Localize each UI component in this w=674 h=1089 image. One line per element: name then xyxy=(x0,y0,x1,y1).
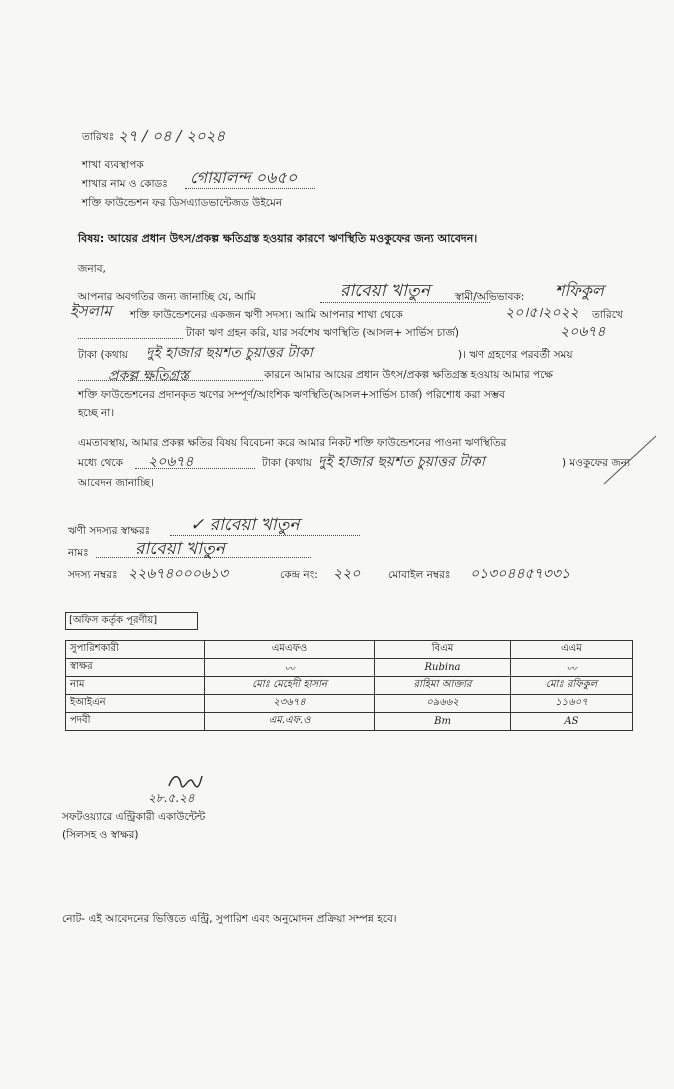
pen-stroke xyxy=(600,430,660,490)
date-label: তারিখঃ xyxy=(82,131,115,143)
guardian-name: শফিকুল xyxy=(555,281,604,300)
am-designation: AS xyxy=(510,713,632,731)
cause-value: প্রকল্প ক্ষতিগ্রস্ত xyxy=(108,368,190,384)
accountant-signature-mark xyxy=(165,770,205,792)
member-name-label: নামঃ xyxy=(68,547,89,559)
row-label: ইআইএন xyxy=(66,695,205,713)
header-recommender: সুপারিশকারী xyxy=(66,641,205,659)
bm-signature: Rubina xyxy=(375,659,511,677)
table-row xyxy=(66,713,633,731)
date-line xyxy=(82,130,114,144)
table-row xyxy=(66,659,633,677)
bm-ein: ০৯৬৬২ xyxy=(375,695,511,713)
p2-text-e: আবেদন জানাচ্ছি। xyxy=(78,477,154,489)
salutation: জনাব, xyxy=(78,263,106,275)
p1-text-e: টাকা ঋণ গ্রহন করি, যার সর্বশেষ ঋণস্থিতি (আসল+ সার্ভিস চার্জ) xyxy=(186,327,459,339)
p2-text-c: টাকা (কথায় xyxy=(262,457,312,469)
manager-label: শাখা ব্যবস্থাপক xyxy=(82,159,144,171)
member-no-label: সদস্য নম্বরঃ xyxy=(68,569,118,581)
p1-text-f: টাকা (কথায় xyxy=(78,349,128,361)
loan-amount-dotted-line xyxy=(78,338,183,339)
p1-text-b: স্বামী/অভিভাবক: xyxy=(455,291,525,303)
row-label: নাম xyxy=(66,677,205,695)
am-ein: ১১৬০৭ xyxy=(510,695,632,713)
bm-name: রাহিমা আক্তার xyxy=(375,677,511,695)
guardian-name-2: ইসলাম xyxy=(70,302,112,320)
member-no-value: ২২৬৭৪০০০৬১৩ xyxy=(128,566,229,582)
table-row xyxy=(66,677,633,695)
footer-note: নোট- এই আবেদনের ভিত্তিতে এন্ট্রি, সুপারিশ এবং অনুমোদন প্রক্রিয়া সম্পন্ন হবে। xyxy=(62,913,397,925)
accountant-sign-date: ২৮.৫.২৪ xyxy=(148,791,195,805)
loan-balance: ২০৬৭৪ xyxy=(560,324,606,340)
member-signature: ✓ রাবেয়া খাতুন xyxy=(190,515,300,535)
p2-text-a: এমতাবস্থায়, আমার প্রকল্প ক্ষতির বিষয় বিবেচনা করে আমার নিকট শক্তি ফাউন্ডেশনের পাওনা ঋণস্থিতির xyxy=(78,437,507,449)
accountant-title: সফটওয়্যারে এন্ট্রিকারী একাউন্টেন্ট xyxy=(62,811,206,823)
waive-amount: ২০৬৭৪ xyxy=(148,454,194,470)
p1-text-g: )। ঋণ গ্রহণের পরবর্তী সময় xyxy=(458,349,573,361)
p2-text-d: ) মওকুফের জন্য xyxy=(562,457,631,469)
p1-text-d: তারিখে xyxy=(592,309,623,321)
waive-words: দুই হাজার ছয়শত চুয়াত্তর টাকা xyxy=(318,454,485,470)
loan-date: ২০।৫।২০২২ xyxy=(505,305,579,321)
p1-text-h: কারনে আমার আয়ের প্রধান উৎস/প্রকল্প ক্ষতিগ্রস্ত হওয়ায় আমার পক্ষে xyxy=(264,369,553,381)
p1-text-j: হচ্ছে না। xyxy=(78,407,115,419)
mfo-signature: 〰 xyxy=(205,659,375,677)
branch-value: গোয়ালন্দ ০৬৫০ xyxy=(190,168,298,187)
mobile-label: মোবাইল নম্বরঃ xyxy=(388,569,451,581)
header-bm: বিএম xyxy=(375,641,511,659)
row-label: পদবী xyxy=(66,713,205,731)
header-am: এএম xyxy=(510,641,632,659)
p2-text-b: মধ্যে থেকে xyxy=(78,457,123,469)
branch-label: শাখার নাম ও কোডঃ xyxy=(82,178,168,190)
am-name: মোঃ রফিকুল xyxy=(510,677,632,695)
center-value: ২২০ xyxy=(333,566,361,582)
row-label: স্বাক্ষর xyxy=(66,659,205,677)
p1-text-i: শক্তি ফাউন্ডেশনের প্রদানকৃত ঋণের সম্পূর্ণ/আংশিক ঋণস্থিতি(আসল+সার্ভিস চার্জ) পরিশোধ করা সম্ভব xyxy=(78,389,505,401)
member-name: রাবেয়া খাতুন xyxy=(135,539,225,559)
mfo-name: মোঃ মেহেদী হাসান xyxy=(205,677,375,695)
mobile-value: ০১৩০৪৪৫৭৩৩১ xyxy=(470,566,571,582)
office-table xyxy=(65,640,633,731)
member-sign-label: ঋণী সদস্যর স্বাক্ষরঃ xyxy=(68,525,151,537)
date-value: ২৭ / ০৪ / ২০২৪ xyxy=(118,127,226,145)
subject-line: বিষয়: আয়ের প্রধান উৎস/প্রকল্প ক্ষতিগ্রস্ত হওয়ার কারণে ঋণস্থিতি মওকুফের জন্য আবেদন। xyxy=(78,232,478,245)
bm-designation: Bm xyxy=(375,713,511,731)
am-signature: 〰 xyxy=(510,659,632,677)
office-table-header-row xyxy=(66,641,633,659)
table-row xyxy=(66,695,633,713)
p1-text-a: আপনার অবগতির জন্য জানাচ্ছি যে, আমি xyxy=(78,291,256,303)
p1-text-c: শক্তি ফাউন্ডেশনের একজন ঋণী সদস্য। আমি আপনার শাখা থেকে xyxy=(130,309,403,321)
org-name: শক্তি ফাউন্ডেশন ফর ডিসএ্যাডভান্টেজড উইমেন xyxy=(82,197,283,209)
header-mfo: এমএফও xyxy=(205,641,375,659)
center-label: কেন্দ্র নং: xyxy=(280,569,318,581)
balance-words: দুই হাজার ছয়শত চুয়াত্তর টাকা xyxy=(146,345,313,361)
office-use-label: [অফিস কর্তৃক পূরণীয়] xyxy=(65,612,198,630)
mfo-ein: ২৩৬৭৪ xyxy=(205,695,375,713)
applicant-name: রাবেয়া খাতুন xyxy=(340,281,430,301)
mfo-designation: এম.এফ.ও xyxy=(205,713,375,731)
accountant-seal-note: (সিলসহ ও স্বাক্ষর) xyxy=(62,829,139,841)
